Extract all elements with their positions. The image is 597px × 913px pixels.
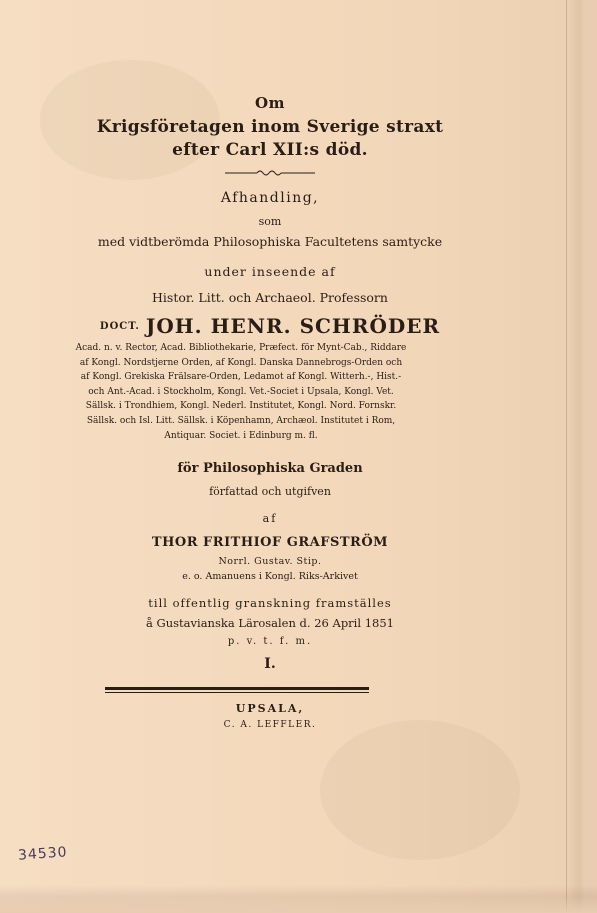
divider-rule-thick xyxy=(105,687,369,690)
professor-name-line xyxy=(0,314,540,338)
examination-line: till offentlig granskning framställes xyxy=(148,596,392,610)
doct-prefix: DOCT. xyxy=(99,320,140,332)
bio-line: Sällsk. i Trondhiem, Kongl. Nederl. Institutet, Kongl. Nord. Fornskr. xyxy=(85,401,397,412)
paper-stain xyxy=(320,720,520,860)
time-abbrev: p. v. t. f. m. xyxy=(227,636,313,647)
som-text: som xyxy=(258,215,282,228)
imprint-city: UPSALA, xyxy=(235,702,305,715)
bio-line: och Ant.-Acad. i Stockholm, Kongl. Vet.-Societ i Upsala, Kongl. Vet. xyxy=(88,386,394,397)
author-stipend: Norrl. Gustav. Stip. xyxy=(218,556,322,567)
title-line-2: efter Carl XII:s död. xyxy=(172,140,368,160)
bio-line: af Kongl. Grekiska Frälsare-Orden, Ledamot af Kongl. Witterh.-, Hist.- xyxy=(80,372,402,383)
dissertation-label: Afhandling, xyxy=(220,190,320,206)
supervision-line: under inseende af xyxy=(204,264,336,279)
af-text: af xyxy=(262,512,278,525)
bio-line: Antiquar. Societ. i Edinburg m. fl. xyxy=(164,430,318,441)
professor-title-line: Histor. Litt. och Archaeol. Professorn xyxy=(152,290,388,305)
author-position: e. o. Amanuens i Kongl. Riks-Arkivet xyxy=(182,571,358,582)
author-name: THOR FRITHIOF GRAFSTRÖM xyxy=(151,535,389,550)
ornament-divider xyxy=(225,168,315,178)
title-line-1: Krigsföretagen inom Sverige straxt xyxy=(96,117,444,137)
professor-name: JOH. HENR. SCHRÖDER xyxy=(145,314,441,338)
page-edge-bottom xyxy=(0,885,597,913)
degree-line: för Philosophiska Graden xyxy=(177,461,363,476)
page-edge-right xyxy=(566,0,597,913)
divider-rule-thin xyxy=(105,692,369,693)
bio-line: Sällsk. och Isl. Litt. Sällsk. i Köpenhamn, Archæol. Institutet i Rom, xyxy=(86,415,396,426)
authored-line: författad och utgifven xyxy=(209,485,331,498)
faculty-consent-line: med vidtberömda Philosophiska Facultetens samtycke xyxy=(97,234,443,249)
imprint-printer: C. A. LEFFLER. xyxy=(223,720,317,730)
title-preamble: Om xyxy=(255,94,285,112)
bio-line: Acad. n. v. Rector, Acad. Bibliothekarie, Præfect. för Mynt-Cab., Riddare xyxy=(75,343,407,353)
part-number: I. xyxy=(264,656,276,672)
handwritten-catalog-number: 34530 xyxy=(17,844,69,864)
bio-line: af Kongl. Nordstjerne Orden, af Kongl. Danska Dannebrogs-Orden och xyxy=(79,357,403,368)
venue-date-line: å Gustavianska Lärosalen d. 26 April 1851 xyxy=(146,616,394,630)
professor-bio xyxy=(57,341,425,443)
